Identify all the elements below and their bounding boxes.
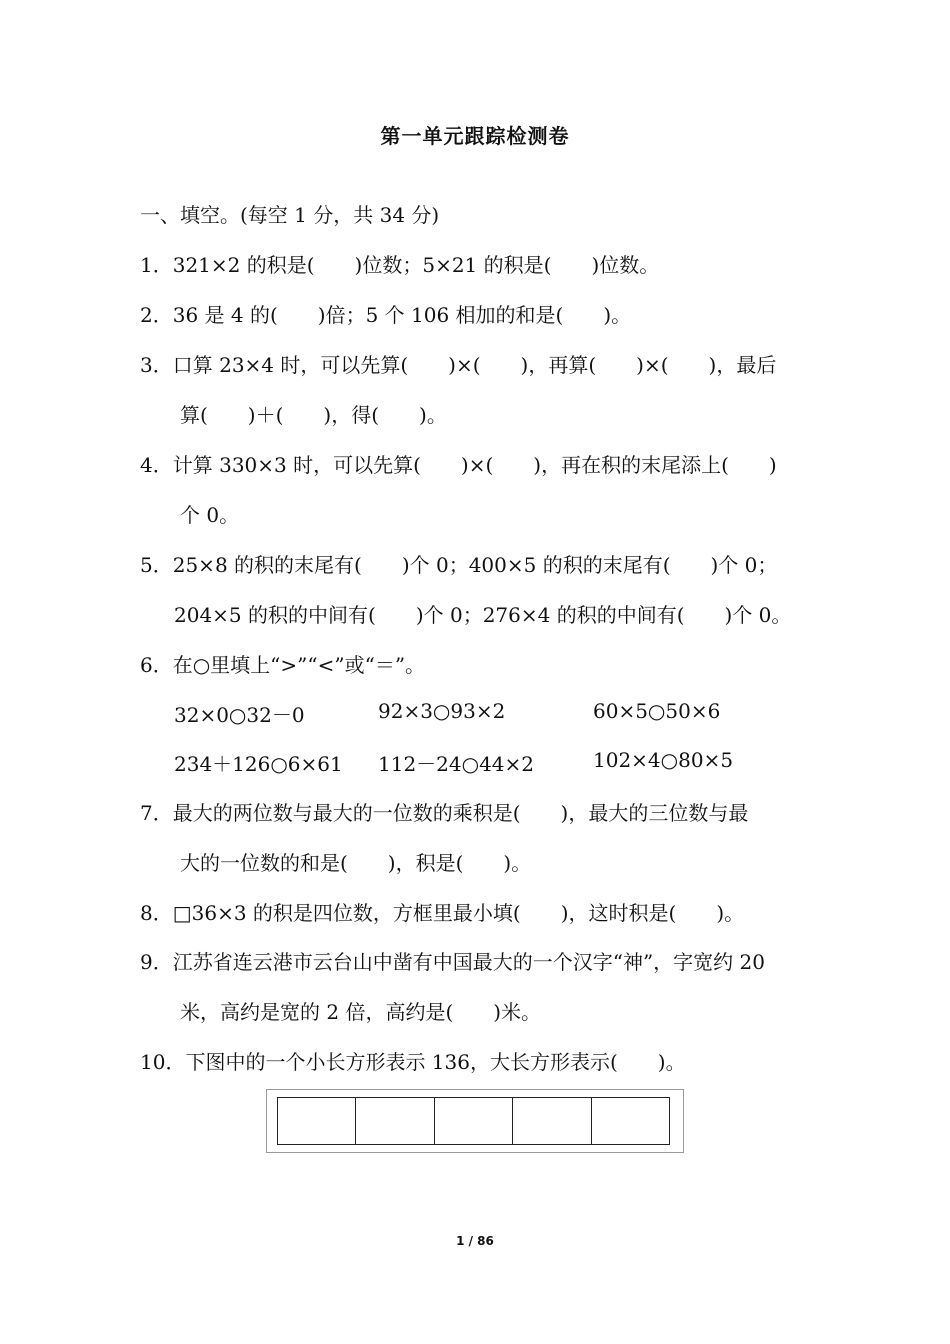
question-number: 3．	[140, 353, 173, 377]
small-rectangle	[356, 1098, 434, 1144]
question-number: 8．	[140, 901, 173, 925]
question-5-continuation: 204×5 的积的中间有( )个 0；276×4 的积的中间有( )个 0。	[174, 603, 792, 627]
compare-expression: 112－24○44×2	[378, 752, 535, 776]
question-number: 7．	[140, 801, 173, 825]
rectangle-figure	[266, 1089, 684, 1153]
question-text: 25×8 的积的末尾有( )个 0；400×5 的积的末尾有( )个 0；	[172, 553, 778, 577]
page-number: 1 / 86	[456, 1234, 494, 1248]
question-3-continuation: 算( )＋( )，得( )。	[180, 403, 447, 427]
question-text: □36×3 的积是四位数，方框里最小填( )，这时积是( )。	[172, 901, 745, 925]
page-title: 第一单元跟踪检测卷	[380, 124, 570, 148]
question-text: 下图中的一个小长方形表示 136，大长方形表示( )。	[185, 1050, 686, 1074]
question-text: 口算 23×4 时，可以先算( )×( )，再算( )×( )，最后	[172, 353, 777, 377]
question-1	[140, 249, 659, 278]
question-5	[140, 549, 777, 578]
question-number: 9．	[140, 950, 173, 974]
question-4-continuation: 个 0。	[180, 503, 240, 527]
question-text: 最大的两位数与最大的一位数的乘积是( )，最大的三位数与最	[172, 801, 749, 825]
question-number: 2．	[140, 303, 173, 327]
question-9	[140, 946, 765, 975]
question-3	[140, 349, 776, 378]
small-rectangle	[592, 1098, 669, 1144]
small-rectangle	[435, 1098, 513, 1144]
compare-expression: 92×3○93×2	[378, 699, 506, 723]
question-number: 6．	[140, 653, 173, 677]
compare-expression: 102×4○80×5	[593, 748, 734, 772]
question-4	[140, 449, 777, 478]
compare-expression: 32×0○32－0	[174, 703, 305, 727]
question-7	[140, 797, 748, 826]
question-2	[140, 299, 631, 328]
section-heading: 一、填空。(每空 1 分，共 34 分)	[140, 203, 440, 227]
question-number: 4．	[140, 453, 173, 477]
question-number: 5．	[140, 553, 173, 577]
large-rectangle	[277, 1097, 670, 1145]
small-rectangle	[278, 1098, 356, 1144]
question-number: 10．	[140, 1050, 186, 1074]
question-text: 在○里填上“>”“<”或“＝”。	[172, 653, 426, 677]
compare-expression: 60×5○50×6	[593, 699, 721, 723]
question-7-continuation: 大的一位数的和是( )，积是( )。	[180, 851, 532, 875]
question-text: 321×2 的积是( )位数；5×21 的积是( )位数。	[172, 253, 660, 277]
question-10	[140, 1046, 686, 1075]
compare-expression: 234＋126○6×61	[174, 752, 343, 776]
question-9-continuation: 米，高约是宽的 2 倍，高约是( )米。	[180, 1000, 542, 1024]
question-text: 计算 330×3 时，可以先算( )×( )，再在积的末尾添上( )	[172, 453, 777, 477]
question-8	[140, 897, 744, 926]
small-rectangle	[513, 1098, 591, 1144]
question-text: 36 是 4 的( )倍；5 个 106 相加的和是( )。	[172, 303, 632, 327]
question-number: 1．	[140, 253, 173, 277]
question-6	[140, 649, 425, 678]
question-text: 江苏省连云港市云台山中凿有中国最大的一个汉字“神”，字宽约 20	[172, 950, 765, 974]
